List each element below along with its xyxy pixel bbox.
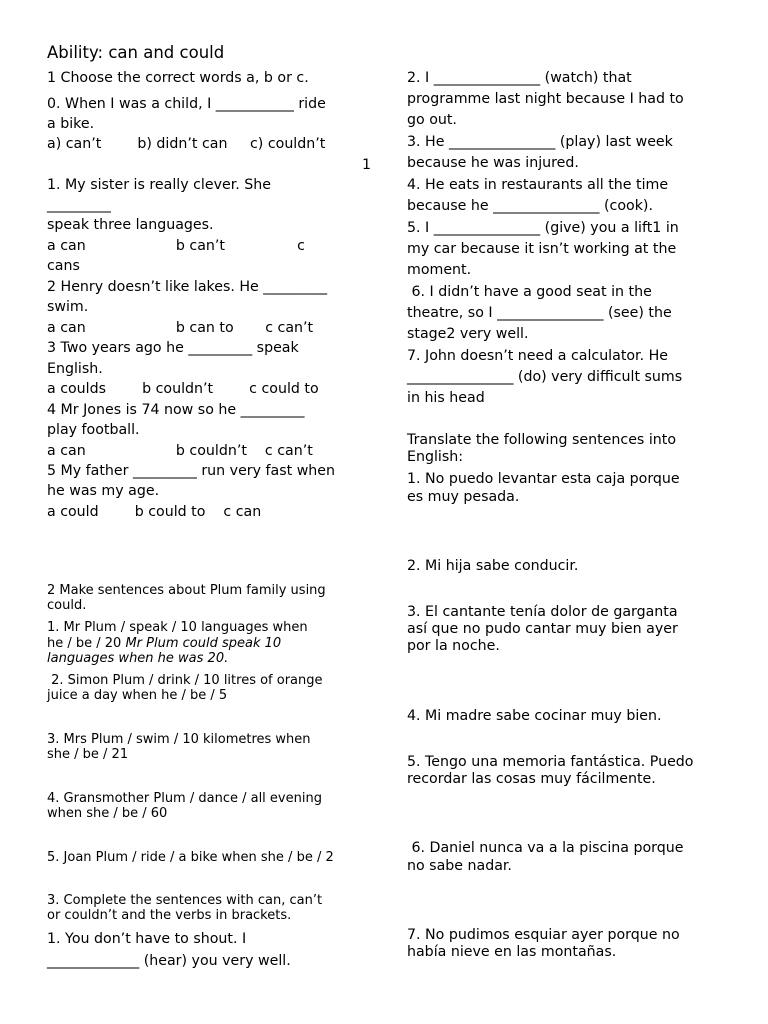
sentence-line: 1. You don’t have to shout. I xyxy=(47,931,247,947)
prompt-line: 1. Mr Plum / speak / 10 languages when xyxy=(47,620,308,635)
sentence-line: 7. No pudimos esquiar ayer porque no xyxy=(407,927,680,943)
sentence-line: 5. Tengo una memoria fantástica. Puedo xyxy=(407,754,694,770)
answer-options: a) can’t b) didn’t can c) couldn’t xyxy=(47,136,326,152)
sentence-line: because he was injured. xyxy=(407,155,579,171)
page-marker: 1 xyxy=(362,157,372,173)
answer-blank: _________ xyxy=(47,197,111,213)
question-line: a bike. xyxy=(47,116,95,132)
answer-options: a can b can’t c xyxy=(47,238,305,254)
prompt-line xyxy=(47,636,281,651)
sentence-line: programme last night because I had to xyxy=(407,91,684,107)
question-line: speak three languages. xyxy=(47,217,214,233)
prompt-line: 3. Mrs Plum / swim / 10 kilometres when xyxy=(47,732,311,747)
sentence-line: in his head xyxy=(407,390,485,406)
sentence-line: 6. Daniel nunca va a la piscina porque xyxy=(407,840,684,856)
prompt-line: when she / be / 60 xyxy=(47,806,168,821)
instruction-line: Translate the following sentences into xyxy=(407,432,677,448)
question-line: 4 Mr Jones is 74 now so he _________ xyxy=(47,402,305,418)
sentence-line: así que no pudo cantar muy bien ayer xyxy=(407,621,678,637)
prompt-line: 2. Simon Plum / drink / 10 litres of orange xyxy=(47,673,323,688)
worksheet-title: Ability: can and could xyxy=(47,43,225,62)
sentence-line: había nieve en las montañas. xyxy=(407,944,617,960)
prompt-line: she / be / 21 xyxy=(47,747,129,762)
sentence-line: recordar las cosas muy fácilmente. xyxy=(407,771,656,787)
answer-options: cans xyxy=(47,258,80,274)
sentence-line: es muy pesada. xyxy=(407,489,520,505)
example-answer: Mr Plum could speak 10 xyxy=(125,636,282,651)
sentence-line: 7. John doesn’t need a calculator. He xyxy=(407,348,669,364)
sentence-line: 6. I didn’t have a good seat in the xyxy=(407,284,652,300)
sentence-line: 5. I _______________ (give) you a lift1 in xyxy=(407,220,679,236)
instruction-line: 2 Make sentences about Plum family using xyxy=(47,583,326,598)
question-line: play football. xyxy=(47,422,140,438)
prompt-line: juice a day when he / be / 5 xyxy=(47,688,228,703)
sentence-line: 3. El cantante tenía dolor de garganta xyxy=(407,604,678,620)
instruction-line: 3. Complete the sentences with can, can’t xyxy=(47,893,323,908)
question-line: English. xyxy=(47,361,103,377)
answer-options: a could b could to c can xyxy=(47,504,262,520)
question-line: 5 My father _________ run very fast when xyxy=(47,463,336,479)
sentence-line: 1. No puedo levantar esta caja porque xyxy=(407,471,680,487)
translate-sentence-4: 4. Mi madre sabe cocinar muy bien. xyxy=(407,708,662,724)
question-line: he was my age. xyxy=(47,483,160,499)
instruction-line: English: xyxy=(407,449,464,465)
question-line: 3 Two years ago he _________ speak xyxy=(47,340,299,356)
answer-options: a can b couldn’t c can’t xyxy=(47,443,313,459)
ex1-instruction: 1 Choose the correct words a, b or c. xyxy=(47,70,309,86)
sentence-line: _____________ (hear) you very well. xyxy=(47,953,291,969)
instruction-line: could. xyxy=(47,598,87,613)
answer-options: a coulds b couldn’t c could to xyxy=(47,381,319,397)
sentence-line: _______________ (do) very difficult sums xyxy=(407,369,683,385)
question-line: 2 Henry doesn’t like lakes. He _________ xyxy=(47,279,328,295)
prompt-line: 4. Gransmother Plum / dance / all evening xyxy=(47,791,322,806)
instruction-line: or couldn’t and the verbs in brackets. xyxy=(47,908,292,923)
sentence-line: por la noche. xyxy=(407,638,500,654)
sentence-line: moment. xyxy=(407,262,472,278)
sentence-line: because he _______________ (cook). xyxy=(407,198,653,214)
sentence-line: no sabe nadar. xyxy=(407,858,512,874)
sentence-line: stage2 very well. xyxy=(407,326,529,342)
example-answer: languages when he was 20. xyxy=(47,651,229,666)
sentence-line: 2. I _______________ (watch) that xyxy=(407,70,632,86)
question-line: swim. xyxy=(47,299,89,315)
sentence-line: theatre, so I _______________ (see) the xyxy=(407,305,672,321)
sentence-line: 3. He _______________ (play) last week xyxy=(407,134,673,150)
prompt-text: he / be / 20 xyxy=(47,636,126,651)
sentence-line: 4. He eats in restaurants all the time xyxy=(407,177,669,193)
question-line: 0. When I was a child, I ___________ ride xyxy=(47,96,326,112)
translate-sentence-2: 2. Mi hija sabe conducir. xyxy=(407,558,579,574)
sentence-line: go out. xyxy=(407,112,457,128)
ex2-item-5: 5. Joan Plum / ride / a bike when she / be / 2 xyxy=(47,850,334,865)
answer-options: a can b can to c can’t xyxy=(47,320,314,336)
sentence-line: my car because it isn’t working at the xyxy=(407,241,677,257)
question-line: 1. My sister is really clever. She xyxy=(47,177,271,193)
